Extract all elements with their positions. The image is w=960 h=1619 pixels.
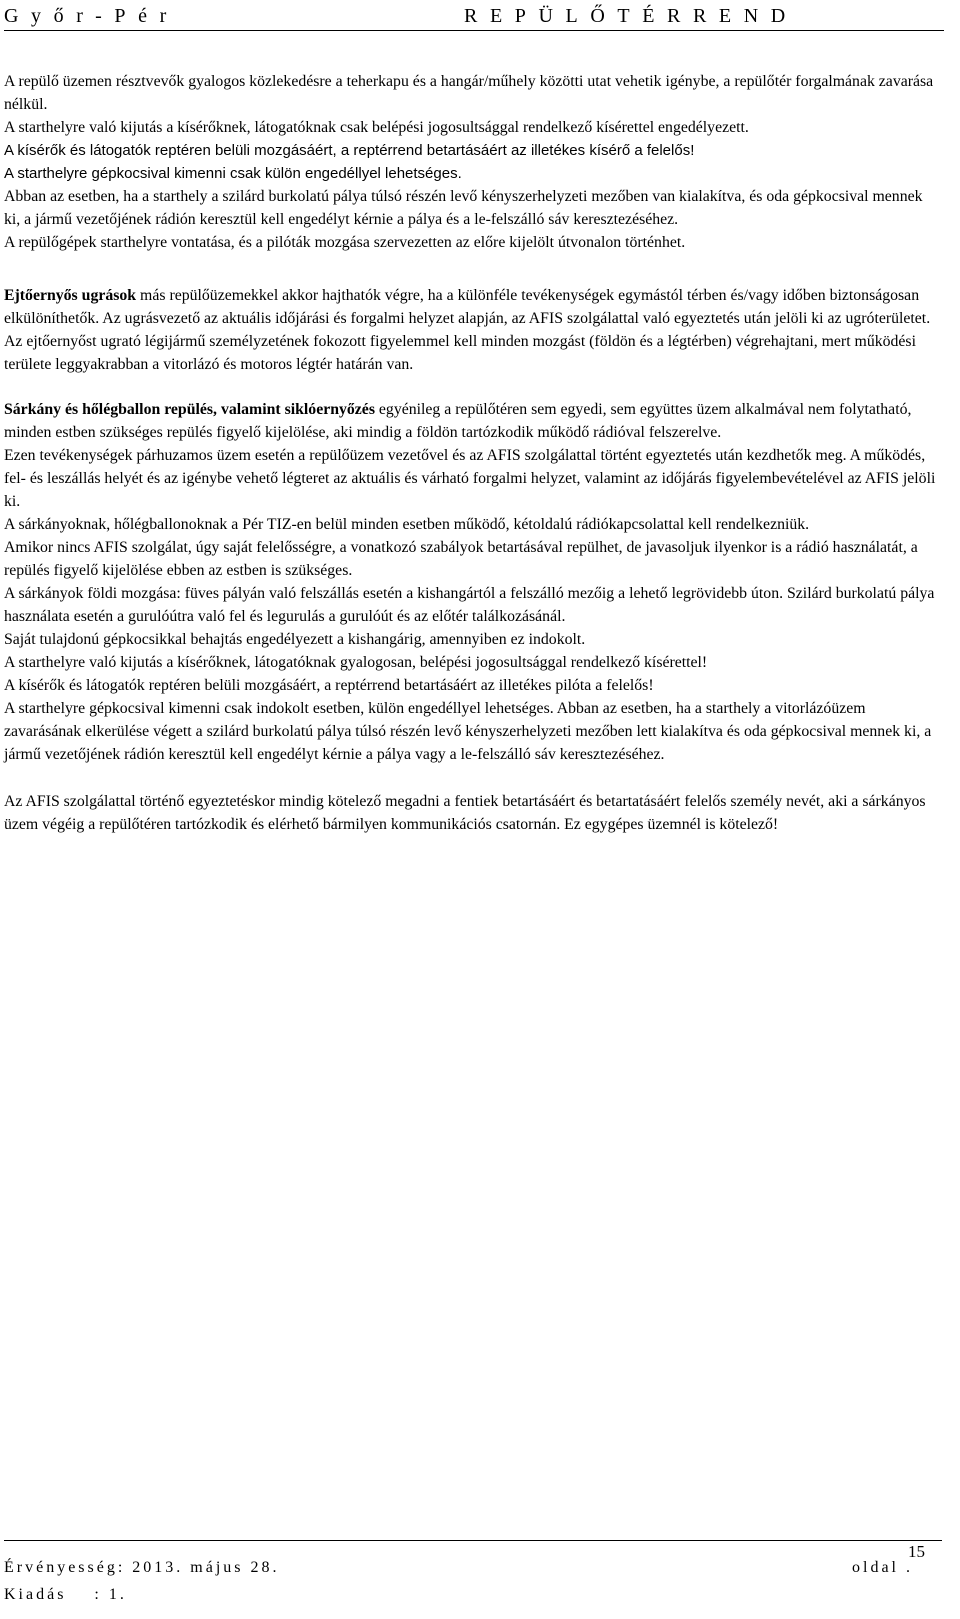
paragraph: A starthelyre gépkocsival kimenni csak külön engedéllyel lehetséges. [4, 165, 462, 182]
page-footer [4, 1540, 942, 1619]
paragraph: A kísérők és látogatók reptéren belüli mozgásáért, a reptérrend betartásáért az illetékes kísérő a felelős! [4, 142, 695, 159]
header-document-title: REPÜLŐTÉRREND [464, 5, 798, 27]
paragraph: A repülőgépek starthelyre vontatása, és a pilóták mozgása szervezetten az előre kijelölt útvonalon történhet. [4, 234, 686, 251]
paragraph: A kísérők és látogatók reptéren belüli mozgásáért, a reptérrend betartásáért az illetékes pilóta a felelős! [4, 677, 654, 694]
paragraph: A starthelyre való kijutás a kísérőknek, látogatóknak gyalogosan, belépési jogosultsággal rendelkező kísérettel! [4, 654, 708, 671]
paragraph: Saját tulajdonú gépkocsikkal behajtás engedélyezett a kishangárig, amennyiben ez indokolt. [4, 631, 586, 648]
paragraph: A sárkányok földi mozgása: füves pályán való felszállás esetén a kishangártól a felszálló mezőig a lehető legrövidebb úton. Szilárd burkolatú pálya használata esetén a gurulóútra való fel és legurulás a gurulóút és az előtér találkozásánál. [4, 585, 935, 625]
kite-heading: Sárkány és hőlégballon repülés, valamint siklóernyőzés [4, 401, 375, 418]
parachute-text: más repülőüzemekkel akkor hajthatók végre, ha a különféle tevékenységek egymástól térben és/vagy időben biztonságosan elkülöníthetők. Az ugrásvezető az aktuális időjárási és forgalmi helyzet alapján, az AFIS szolgálattal való egyeztetés után jelöli ki az ugróterületet. Az ejtőernyőst ugrató légijármű személyzetének fokozott figyelemmel kell minden mozgást (földön és a légtérben) végrehajtani, mert működési területe leggyakrabban a vitorlázó és motoros légtér határán van. [4, 287, 931, 373]
afis-note: Az AFIS szolgálattal történő egyeztetéskor mindig kötelező megadni a fentiek betartásáért és betartatásáért felelős személy nevét, aki a sárkányos üzem végéig a repülőtéren tartózkodik és elérhető bármilyen kommunikációs csatornán. Ez egygépes üzemnél is kötelező! [4, 793, 926, 833]
footer-page-number: 15 [908, 1542, 925, 1561]
page-header [4, 4, 944, 31]
paragraph: A starthelyre gépkocsival kimenni csak indokolt esetben, külön engedéllyel lehetséges. Abban az esetben, ha a starthely a vitorlázóüzem zavarásának elkerülése végett a szilárd burkolatú pálya túlsó részén levő kényszerhelyzeti mezőben lett kialakítva és oda gépkocsival mennek ki, a jármű vezetőjének rádión keresztül kell engedélyt kérnie a pálya vagy a le-felszálló sáv keresztezéséhez. [4, 700, 932, 763]
parachute-section [4, 284, 940, 376]
paragraph: Amikor nincs AFIS szolgálat, úgy saját felelősségre, a vonatkozó szabályok betartásával repülhet, de javasoljuk ilyenkor is a rádió használatát, a repülés figyelő kijelölése ebben az estben is szükséges. [4, 539, 918, 579]
header-location: Győr-Pér [4, 5, 179, 27]
footer-page-label: oldal . [852, 1559, 913, 1576]
paragraph: A starthelyre való kijutás a kísérőknek, látogatóknak csak belépési jogosultsággal rendelkező kísérettel engedélyezett. [4, 119, 749, 136]
paragraph: A sárkányoknak, hőlégballonoknak a Pér TIZ-en belül minden esetben működő, kétoldalú rádiókapcsolattal kell rendelkezniük. [4, 516, 810, 533]
document-body [4, 70, 940, 836]
paragraph: A repülő üzemen résztvevők gyalogos közlekedésre a teherkapu és a hangár/műhely közötti utat vehetik igénybe, a repülőtér forgalmának zavarása nélkül. [4, 73, 934, 113]
paragraph: Ezen tevékenységek párhuzamos üzem esetén a repülőüzem vezetővel és az AFIS szolgálattal történt egyeztetés után kezdhetők meg. A működés, fel- és leszállás helyét és az igénybe vehető légteret az aktuális és várható forgalmi helyzet, valamint az időjárás figyelembevételével az AFIS jelöli ki. [4, 447, 936, 510]
footer-validity: Érvényesség: 2013. május 28. [4, 1559, 280, 1576]
kite-section [4, 398, 940, 444]
footer-edition: Kiadás : 1. [4, 1586, 127, 1603]
paragraph: Abban az esetben, ha a starthely a szilárd burkolatú pálya túlsó részén levő kényszerhelyzeti mezőben van kialakítva, és oda gépkocsival mennek ki, a jármű vezetőjének rádión keresztül kell engedélyt kérnie a pálya és a le-felszálló sáv keresztezéséhez. [4, 188, 923, 228]
parachute-heading: Ejtőernyős ugrások [4, 287, 137, 304]
kite-text: egyénileg a repülőtéren sem egyedi, sem együttes üzem alkalmával nem folytatható, minden estben szükséges repülés figyelő kijelölése, aki mindig a földön tartózkodik működő rádióval felszerelve. [4, 401, 912, 441]
